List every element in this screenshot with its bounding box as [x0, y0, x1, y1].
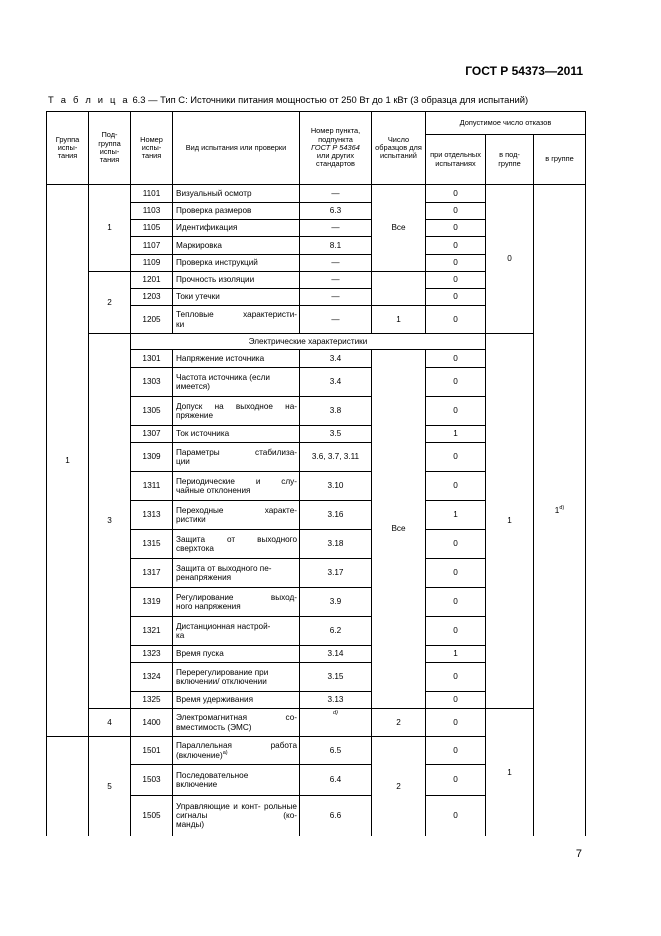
fail-cell: 0: [426, 306, 486, 334]
test-name-line: ка: [176, 631, 185, 640]
fail-cell: 0: [426, 203, 486, 220]
test-name: [173, 443, 300, 472]
test-name-line: ции: [176, 457, 190, 466]
subgroup-fail-cell: 1: [486, 334, 534, 709]
fail-cell: 0: [426, 709, 486, 737]
clause-cell: 3.5: [300, 426, 372, 443]
fail-cell: 0: [426, 765, 486, 796]
table-row: [47, 709, 586, 737]
clause-cell: 3.8: [300, 397, 372, 426]
test-number: 1311: [131, 472, 173, 501]
test-name: [173, 306, 300, 334]
test-name: [173, 737, 300, 765]
test-name-line: Периодические и слу-: [176, 476, 297, 486]
caption-text: 6.3 — Тип С: Источники питания мощностью от 250 Вт до 1 кВт (3 образца для испытаний): [129, 94, 529, 105]
test-name: Токи утечки: [173, 289, 300, 306]
test-name: Напряжение источника: [173, 350, 300, 368]
header-fail-group: в группе: [534, 135, 586, 185]
test-name-line: [176, 751, 297, 760]
clause-cell: 3.6, 3.7, 3.11: [300, 443, 372, 472]
header-number: Номер испы-тания: [131, 112, 173, 185]
test-name: [173, 709, 300, 737]
header-clause-a: Номер пункта, подпункта: [310, 126, 361, 144]
group-cell: [47, 737, 89, 836]
fail-cell: 0: [426, 350, 486, 368]
header-clause-c: или других стандартов: [316, 151, 355, 169]
test-number: 1317: [131, 559, 173, 588]
caption-prefix: Т а б л и ц а: [48, 94, 130, 105]
section-label: Электрические характеристики: [131, 334, 486, 350]
test-number: 1307: [131, 426, 173, 443]
test-number: 1324: [131, 663, 173, 692]
test-name: Маркировка: [173, 237, 300, 255]
test-name-text: (включение): [176, 750, 223, 760]
test-number: 1505: [131, 796, 173, 836]
test-name-line: рольные сигналы (ко-: [176, 801, 297, 821]
subgroup-cell: 4: [89, 709, 131, 737]
test-name-line: манды): [176, 820, 205, 830]
fail-cell: 0: [426, 796, 486, 836]
header-group: Группа испы-тания: [47, 112, 89, 185]
clause-cell: —: [300, 306, 372, 334]
fail-cell: 0: [426, 559, 486, 588]
test-name-line: сверхтока: [176, 544, 214, 553]
section-row: [47, 334, 586, 350]
test-name-line: ного напряжения: [176, 602, 241, 611]
test-number: 1315: [131, 530, 173, 559]
clause-cell: 3.15: [300, 663, 372, 692]
clause-cell: —: [300, 185, 372, 203]
test-number: 1201: [131, 272, 173, 289]
clause-cell: —: [300, 272, 372, 289]
samples-cell: [372, 272, 426, 306]
clause-cell: 6.4: [300, 765, 372, 796]
header-subgroup: Под-группа испы-тания: [89, 112, 131, 185]
fail-cell: 0: [426, 663, 486, 692]
header-fail-subgroup: в под-группе: [486, 135, 534, 185]
clause-note: d): [333, 710, 338, 716]
test-name: [173, 472, 300, 501]
test-number: 1313: [131, 501, 173, 530]
test-name: [173, 588, 300, 617]
samples-cell: Все: [372, 350, 426, 709]
fail-cell: 0: [426, 692, 486, 709]
test-name-line: вместимость (ЭМС): [176, 722, 252, 732]
test-name-line: имеется): [176, 382, 210, 391]
clause-cell: 3.10: [300, 472, 372, 501]
test-name-line: Последовательное: [176, 770, 249, 780]
test-number: 1205: [131, 306, 173, 334]
header-test: Вид испытания или проверки: [173, 112, 300, 185]
test-number: 1323: [131, 646, 173, 663]
fail-cell: 1: [426, 646, 486, 663]
test-name-line: ренапряжения: [176, 573, 232, 582]
test-number: 1305: [131, 397, 173, 426]
table-caption: [48, 94, 528, 105]
test-name: [173, 501, 300, 530]
test-name: [173, 368, 300, 397]
fail-cell: 1: [426, 501, 486, 530]
test-number: 1501: [131, 737, 173, 765]
test-name: Проверка инструкций: [173, 255, 300, 272]
table-row: [47, 185, 586, 203]
test-name: [173, 530, 300, 559]
test-name-line: Переходные характе-: [176, 505, 297, 515]
test-name-line: пряжение: [176, 411, 214, 420]
clause-cell: 3.9: [300, 588, 372, 617]
test-number: 1303: [131, 368, 173, 397]
fail-cell: 0: [426, 368, 486, 397]
group-fail-value: 1: [554, 505, 560, 515]
test-name-line: чайные отклонения: [176, 486, 251, 495]
clause-cell: 6.2: [300, 617, 372, 646]
fail-cell: 0: [426, 588, 486, 617]
subgroup-fail-cell: 1: [486, 709, 534, 836]
test-number: 1301: [131, 350, 173, 368]
test-number: 1107: [131, 237, 173, 255]
test-number: 1309: [131, 443, 173, 472]
test-table: [46, 111, 586, 836]
test-name-line: Тепловые характеристи-: [176, 310, 297, 320]
test-name: [173, 397, 300, 426]
test-name: Прочность изоляции: [173, 272, 300, 289]
test-number: 1325: [131, 692, 173, 709]
test-name-line: Регулирование выход-: [176, 592, 297, 602]
samples-cell: 2: [372, 709, 426, 737]
test-name-line: Управляющие и конт-: [176, 801, 261, 811]
clause-cell: 3.4: [300, 368, 372, 397]
clause-cell: [300, 709, 372, 737]
fail-cell: 0: [426, 530, 486, 559]
test-name: Время удерживания: [173, 692, 300, 709]
subgroup-cell: 1: [89, 185, 131, 272]
test-name: [173, 663, 300, 692]
test-number: 1319: [131, 588, 173, 617]
header-fail-individual: при отдельных испытаниях: [426, 135, 486, 185]
clause-cell: 8.1: [300, 237, 372, 255]
fail-cell: 1: [426, 426, 486, 443]
fail-cell: 0: [426, 737, 486, 765]
test-name: Время пуска: [173, 646, 300, 663]
test-name-note: a): [222, 749, 228, 756]
test-name-line: ристики: [176, 515, 206, 524]
fail-cell: 0: [426, 255, 486, 272]
test-name-line: включении/ отключении: [176, 677, 267, 686]
test-number: 1103: [131, 203, 173, 220]
clause-cell: 3.14: [300, 646, 372, 663]
test-name-line: Защита от выходного пе-: [176, 563, 272, 573]
subgroup-cell: 5: [89, 737, 131, 836]
header-clause-b: ГОСТ Р 54364: [311, 142, 360, 152]
test-name-line: Электромагнитная со-: [176, 713, 297, 723]
fail-cell: 0: [426, 237, 486, 255]
test-number: 1109: [131, 255, 173, 272]
group-cell: 1: [47, 185, 89, 737]
fail-cell: 0: [426, 472, 486, 501]
test-name-line: Допуск на выходное на-: [176, 401, 297, 411]
fail-cell: 0: [426, 220, 486, 237]
subgroup-cell: 2: [89, 272, 131, 334]
fail-cell: 0: [426, 185, 486, 203]
clause-cell: 3.16: [300, 501, 372, 530]
test-name: Идентификация: [173, 220, 300, 237]
test-name-line: ки: [176, 319, 185, 329]
test-name: Ток источника: [173, 426, 300, 443]
document-code: ГОСТ Р 54373—2011: [465, 64, 583, 78]
clause-cell: —: [300, 220, 372, 237]
test-name-line: Защита от выходного: [176, 534, 297, 544]
header-clause: [300, 112, 372, 185]
header-samples: Число образцов для испытаний: [372, 112, 426, 185]
test-name: [173, 617, 300, 646]
test-number: 1321: [131, 617, 173, 646]
clause-cell: 3.4: [300, 350, 372, 368]
header-failures: Допустимое число отказов: [426, 112, 586, 135]
test-name-line: Частота источника (если: [176, 372, 270, 382]
fail-cell: 0: [426, 272, 486, 289]
fail-cell: 0: [426, 443, 486, 472]
test-number: 1503: [131, 765, 173, 796]
test-name: Визуальный осмотр: [173, 185, 300, 203]
group-fail-cell: [534, 185, 586, 836]
clause-cell: 3.17: [300, 559, 372, 588]
test-number: 1105: [131, 220, 173, 237]
clause-cell: 6.5: [300, 737, 372, 765]
samples-cell: 1: [372, 306, 426, 334]
test-name: [173, 765, 300, 796]
subgroup-cell: 3: [89, 334, 131, 709]
fail-cell: 0: [426, 289, 486, 306]
test-name: [173, 559, 300, 588]
test-number: 1400: [131, 709, 173, 737]
test-number: 1101: [131, 185, 173, 203]
test-name-line: включение: [176, 780, 218, 789]
test-name: [173, 796, 300, 836]
clause-cell: —: [300, 289, 372, 306]
test-name-line: Параметры стабилиза-: [176, 447, 297, 457]
group-fail-note: d): [559, 504, 565, 511]
test-name-line: Перерегулирование при: [176, 667, 269, 677]
subgroup-fail-cell: 0: [486, 185, 534, 334]
samples-cell: Все: [372, 185, 426, 272]
test-name-line: Параллельная работа: [176, 741, 297, 751]
clause-cell: 6.3: [300, 203, 372, 220]
samples-cell: 2: [372, 737, 426, 836]
clause-cell: 3.18: [300, 530, 372, 559]
test-name-line: Дистанционная настрой-: [176, 621, 271, 631]
clause-cell: —: [300, 255, 372, 272]
clause-cell: 3.13: [300, 692, 372, 709]
fail-cell: 0: [426, 617, 486, 646]
page-number: 7: [575, 848, 582, 860]
fail-cell: 0: [426, 397, 486, 426]
test-name: Проверка размеров: [173, 203, 300, 220]
clause-cell: 6.6: [300, 796, 372, 836]
test-number: 1203: [131, 289, 173, 306]
